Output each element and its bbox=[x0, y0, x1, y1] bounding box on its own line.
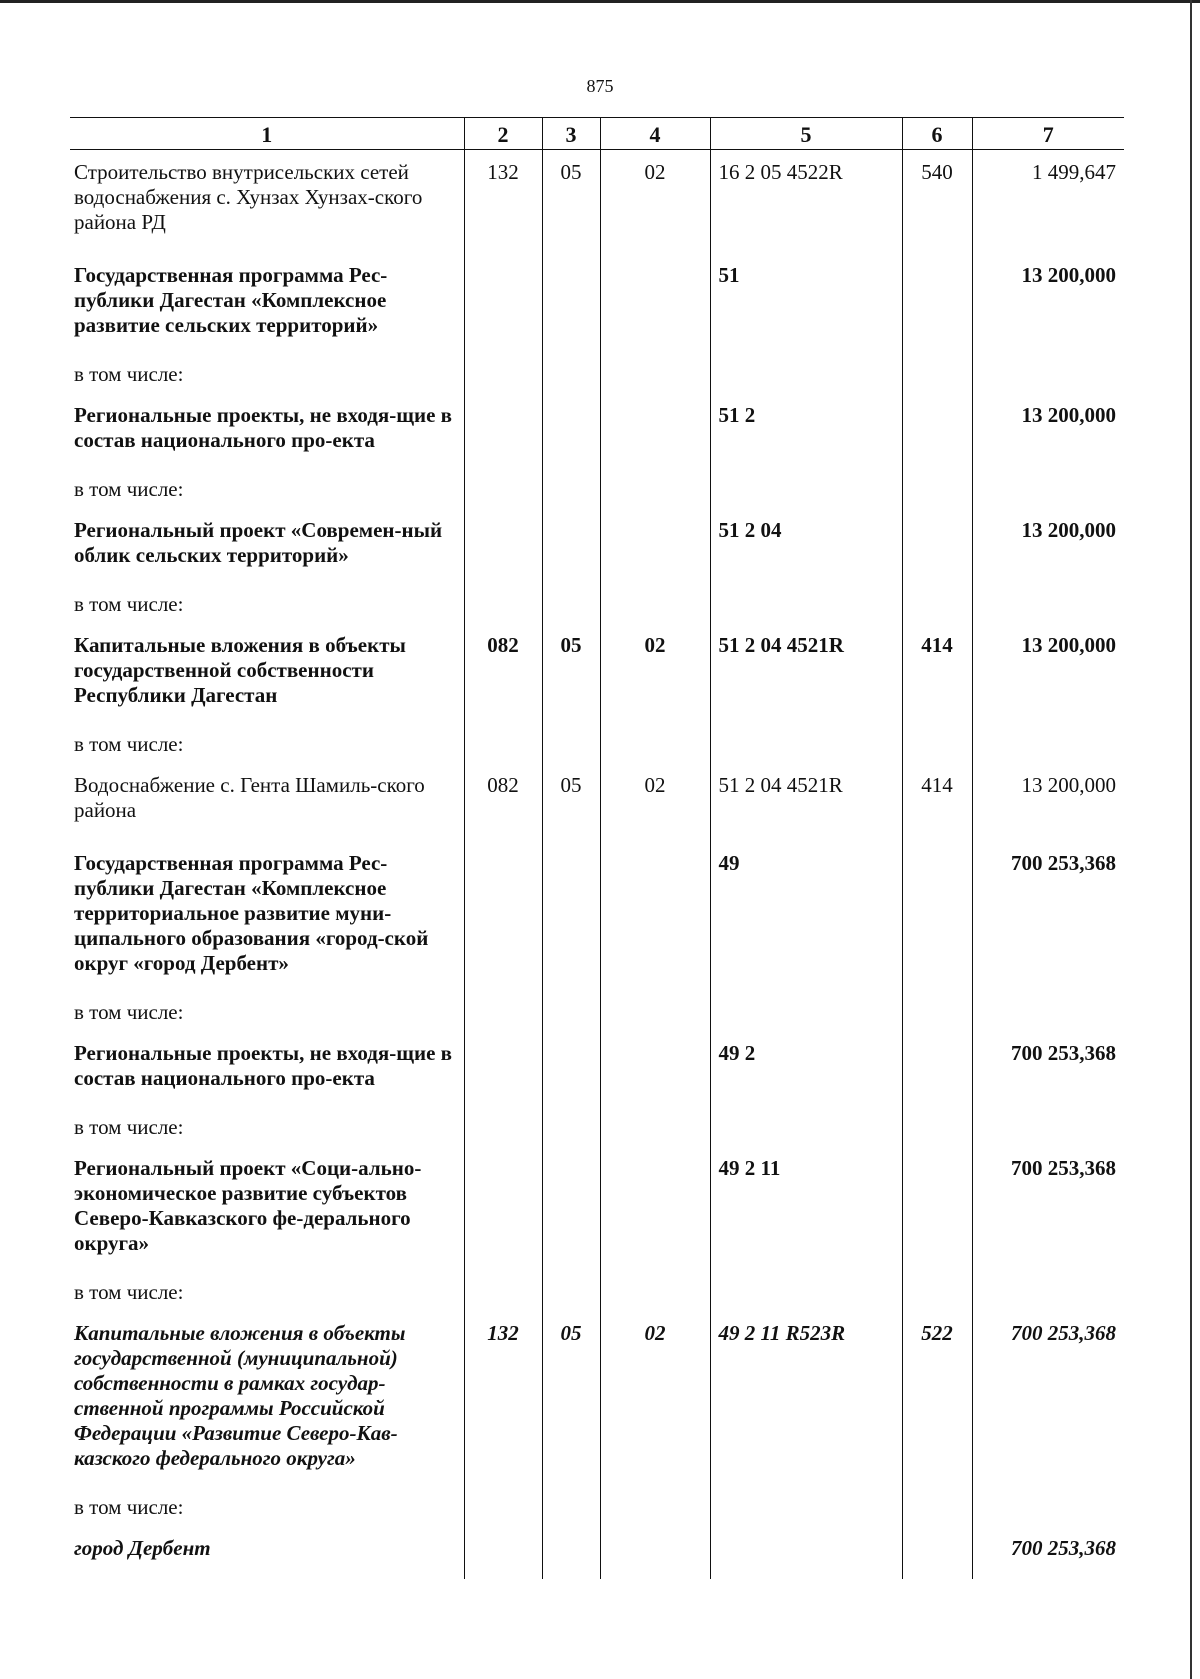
subsection-cell bbox=[600, 1109, 710, 1146]
row-name-cell: в том числе: bbox=[74, 1115, 184, 1139]
col-header-6: 6 bbox=[902, 118, 972, 150]
subsection-cell bbox=[600, 1526, 710, 1579]
admin-code-cell bbox=[464, 1489, 542, 1526]
subsection-cell bbox=[600, 841, 710, 994]
amount-cell: 13 200,000 bbox=[972, 508, 1124, 586]
amount-cell: 13 200,000 bbox=[972, 763, 1124, 841]
subsection-cell bbox=[600, 508, 710, 586]
amount-cell: 13 200,000 bbox=[972, 253, 1124, 356]
subsection-cell bbox=[600, 1489, 710, 1526]
budget-table bbox=[70, 117, 1124, 1579]
admin-code-cell bbox=[464, 356, 542, 393]
row-name-cell: в том числе: bbox=[74, 732, 184, 756]
row-name-cell: Региональный проект «Соци-ально-экономическое развитие субъектов Северо-Кавказского фе-дерального округа» bbox=[74, 1156, 422, 1255]
section-cell bbox=[542, 1526, 600, 1579]
expense-type-cell bbox=[902, 1274, 972, 1311]
row-name-cell: в том числе: bbox=[74, 592, 184, 616]
expense-type-cell bbox=[902, 253, 972, 356]
row-name-cell: в том числе: bbox=[74, 1495, 184, 1519]
amount-cell: 700 253,368 bbox=[972, 1031, 1124, 1109]
section-cell bbox=[542, 726, 600, 763]
amount-cell bbox=[972, 471, 1124, 508]
section-cell bbox=[542, 508, 600, 586]
amount-cell: 1 499,647 bbox=[972, 150, 1124, 254]
table-row bbox=[70, 1109, 1124, 1146]
row-name-cell: Региональный проект «Современ-ный облик сельских территорий» bbox=[74, 518, 443, 567]
target-article-cell bbox=[710, 586, 902, 623]
table-row bbox=[70, 356, 1124, 393]
expense-type-cell bbox=[902, 393, 972, 471]
scan-right-edge bbox=[1190, 0, 1192, 1679]
amount-cell bbox=[972, 726, 1124, 763]
subsection-cell bbox=[600, 1146, 710, 1274]
target-article-cell bbox=[710, 726, 902, 763]
target-article-cell: 16 2 05 4522R bbox=[710, 150, 902, 254]
section-cell bbox=[542, 1109, 600, 1146]
target-article-cell bbox=[710, 356, 902, 393]
subsection-cell bbox=[600, 994, 710, 1031]
expense-type-cell: 414 bbox=[902, 763, 972, 841]
expense-type-cell bbox=[902, 994, 972, 1031]
amount-cell: 13 200,000 bbox=[972, 393, 1124, 471]
amount-cell bbox=[972, 1109, 1124, 1146]
target-article-cell bbox=[710, 471, 902, 508]
subsection-cell bbox=[600, 1031, 710, 1109]
expense-type-cell: 522 bbox=[902, 1311, 972, 1489]
section-cell: 05 bbox=[542, 150, 600, 254]
admin-code-cell bbox=[464, 1031, 542, 1109]
row-name-cell: в том числе: bbox=[74, 477, 184, 501]
subsection-cell bbox=[600, 1274, 710, 1311]
target-article-cell: 49 2 11 bbox=[710, 1146, 902, 1274]
table-row bbox=[70, 841, 1124, 994]
table-row bbox=[70, 1031, 1124, 1109]
admin-code-cell bbox=[464, 586, 542, 623]
table-row bbox=[70, 994, 1124, 1031]
admin-code-cell bbox=[464, 471, 542, 508]
admin-code-cell bbox=[464, 1146, 542, 1274]
row-name-cell: Строительство внутрисельских сетей водоснабжения с. Хунзах Хунзах-ского района РД bbox=[74, 160, 423, 234]
subsection-cell: 02 bbox=[600, 623, 710, 726]
col-header-3: 3 bbox=[542, 118, 600, 150]
section-cell bbox=[542, 1274, 600, 1311]
target-article-cell bbox=[710, 1489, 902, 1526]
expense-type-cell bbox=[902, 1146, 972, 1274]
table-row bbox=[70, 763, 1124, 841]
table-row bbox=[70, 1526, 1124, 1579]
section-cell bbox=[542, 1031, 600, 1109]
amount-cell: 700 253,368 bbox=[972, 1526, 1124, 1579]
amount-cell bbox=[972, 356, 1124, 393]
table-row bbox=[70, 1489, 1124, 1526]
table-row bbox=[70, 726, 1124, 763]
target-article-cell: 49 2 11 R523R bbox=[710, 1311, 902, 1489]
table-row bbox=[70, 1274, 1124, 1311]
amount-cell bbox=[972, 586, 1124, 623]
admin-code-cell: 082 bbox=[464, 623, 542, 726]
section-cell bbox=[542, 586, 600, 623]
admin-code-cell bbox=[464, 508, 542, 586]
target-article-cell bbox=[710, 1274, 902, 1311]
section-cell bbox=[542, 393, 600, 471]
section-cell: 05 bbox=[542, 623, 600, 726]
budget-table-container bbox=[70, 117, 1124, 1579]
row-name-cell: в том числе: bbox=[74, 362, 184, 386]
col-header-5: 5 bbox=[710, 118, 902, 150]
section-cell bbox=[542, 1146, 600, 1274]
row-name-cell: Региональные проекты, не входя-щие в состав национального про-екта bbox=[74, 1041, 452, 1090]
table-row bbox=[70, 623, 1124, 726]
page-number: 875 bbox=[586, 76, 614, 96]
amount-cell: 700 253,368 bbox=[972, 1311, 1124, 1489]
section-cell: 05 bbox=[542, 1311, 600, 1489]
subsection-cell: 02 bbox=[600, 150, 710, 254]
amount-cell: 13 200,000 bbox=[972, 623, 1124, 726]
admin-code-cell bbox=[464, 253, 542, 356]
admin-code-cell bbox=[464, 994, 542, 1031]
target-article-cell: 51 2 04 4521R bbox=[710, 623, 902, 726]
subsection-cell: 02 bbox=[600, 763, 710, 841]
table-row bbox=[70, 471, 1124, 508]
admin-code-cell: 132 bbox=[464, 150, 542, 254]
subsection-cell bbox=[600, 393, 710, 471]
subsection-cell bbox=[600, 356, 710, 393]
expense-type-cell bbox=[902, 356, 972, 393]
target-article-cell: 51 bbox=[710, 253, 902, 356]
table-row bbox=[70, 150, 1124, 254]
expense-type-cell bbox=[902, 841, 972, 994]
col-header-7: 7 bbox=[972, 118, 1124, 150]
target-article-cell: 51 2 bbox=[710, 393, 902, 471]
expense-type-cell bbox=[902, 508, 972, 586]
row-name-cell: Капитальные вложения в объекты государственной собственности Республики Дагестан bbox=[74, 633, 406, 707]
table-body bbox=[70, 150, 1124, 1580]
table-header-row bbox=[70, 118, 1124, 150]
subsection-cell bbox=[600, 726, 710, 763]
target-article-cell bbox=[710, 1526, 902, 1579]
target-article-cell: 49 bbox=[710, 841, 902, 994]
amount-cell bbox=[972, 994, 1124, 1031]
section-cell bbox=[542, 253, 600, 356]
row-name-cell: Региональные проекты, не входя-щие в состав национального про-екта bbox=[74, 403, 452, 452]
table-row bbox=[70, 1311, 1124, 1489]
admin-code-cell bbox=[464, 726, 542, 763]
section-cell bbox=[542, 356, 600, 393]
row-name-cell: Государственная программа Рес-публики Дагестан «Комплексное территориальное развитие муни-ципального образования «город-ской округ «город Дербент» bbox=[74, 851, 429, 975]
expense-type-cell bbox=[902, 586, 972, 623]
expense-type-cell: 540 bbox=[902, 150, 972, 254]
table-row bbox=[70, 1146, 1124, 1274]
amount-cell: 700 253,368 bbox=[972, 1146, 1124, 1274]
row-name-cell: в том числе: bbox=[74, 1000, 184, 1024]
subsection-cell bbox=[600, 471, 710, 508]
row-name-cell: Водоснабжение с. Гента Шамиль-ского района bbox=[74, 773, 425, 822]
row-name-cell: Государственная программа Рес-публики Дагестан «Комплексное развитие сельских территорий» bbox=[74, 263, 388, 337]
target-article-cell: 49 2 bbox=[710, 1031, 902, 1109]
subsection-cell bbox=[600, 253, 710, 356]
expense-type-cell bbox=[902, 1489, 972, 1526]
amount-cell: 700 253,368 bbox=[972, 841, 1124, 994]
amount-cell bbox=[972, 1489, 1124, 1526]
section-cell bbox=[542, 994, 600, 1031]
admin-code-cell bbox=[464, 393, 542, 471]
expense-type-cell bbox=[902, 471, 972, 508]
target-article-cell: 51 2 04 4521R bbox=[710, 763, 902, 841]
table-row bbox=[70, 253, 1124, 356]
admin-code-cell: 082 bbox=[464, 763, 542, 841]
expense-type-cell bbox=[902, 1526, 972, 1579]
expense-type-cell bbox=[902, 1109, 972, 1146]
expense-type-cell bbox=[902, 726, 972, 763]
scan-top-border bbox=[0, 0, 1200, 3]
admin-code-cell bbox=[464, 1109, 542, 1146]
col-header-1: 1 bbox=[70, 118, 464, 150]
admin-code-cell bbox=[464, 1526, 542, 1579]
admin-code-cell: 132 bbox=[464, 1311, 542, 1489]
table-row bbox=[70, 393, 1124, 471]
amount-cell bbox=[972, 1274, 1124, 1311]
section-cell bbox=[542, 1489, 600, 1526]
section-cell bbox=[542, 471, 600, 508]
admin-code-cell bbox=[464, 841, 542, 994]
target-article-cell bbox=[710, 1109, 902, 1146]
expense-type-cell: 414 bbox=[902, 623, 972, 726]
expense-type-cell bbox=[902, 1031, 972, 1109]
section-cell bbox=[542, 841, 600, 994]
subsection-cell: 02 bbox=[600, 1311, 710, 1489]
target-article-cell: 51 2 04 bbox=[710, 508, 902, 586]
col-header-2: 2 bbox=[464, 118, 542, 150]
target-article-cell bbox=[710, 994, 902, 1031]
row-name-cell: город Дербент bbox=[74, 1536, 211, 1560]
table-row bbox=[70, 586, 1124, 623]
row-name-cell: Капитальные вложения в объекты государственной (муниципальной) собственности в рамках государ-ственной программы Российской Федерации «Развитие Северо-Кав-казского федерального округа» bbox=[74, 1321, 406, 1470]
col-header-4: 4 bbox=[600, 118, 710, 150]
admin-code-cell bbox=[464, 1274, 542, 1311]
table-row bbox=[70, 508, 1124, 586]
subsection-cell bbox=[600, 586, 710, 623]
section-cell: 05 bbox=[542, 763, 600, 841]
row-name-cell: в том числе: bbox=[74, 1280, 184, 1304]
